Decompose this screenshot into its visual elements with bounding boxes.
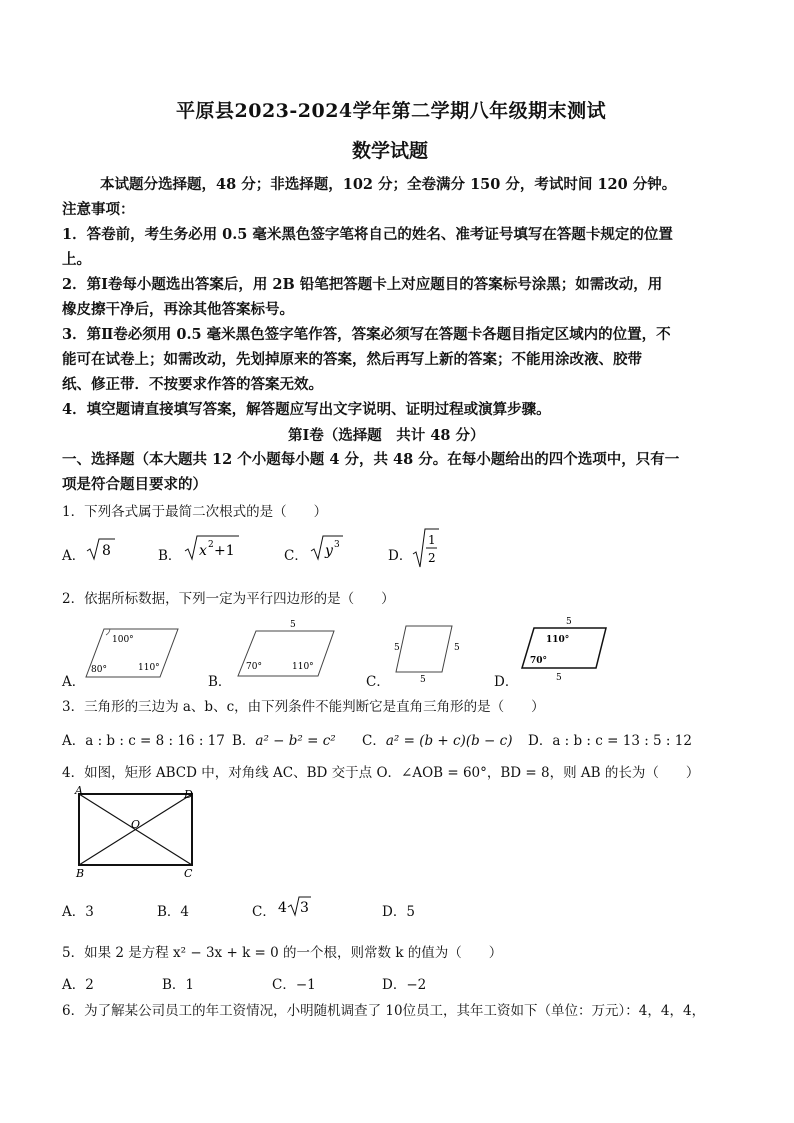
q2-b-angle-bottom-right: 110°	[292, 662, 314, 672]
q5-option-d: D．−2	[382, 977, 427, 993]
q3-option-b-expr: a² − b² = c²	[255, 733, 336, 749]
q4-label-b: B	[76, 867, 85, 880]
q1-b-exponent: 2	[208, 540, 214, 550]
note-4: 4．填空题请直接填写答案，解答题应写出文字说明、证明过程或演算步骤。	[62, 401, 551, 418]
q5-option-b: B．1	[162, 977, 195, 993]
q2-a-angle-top: 100°	[112, 635, 134, 645]
q1-c-exponent: 3	[334, 540, 340, 550]
q3-option-c	[362, 729, 512, 749]
question-2-stem: 2．依据所标数据，下列一定为平行四边形的是（ ）	[62, 591, 395, 607]
page-title: 平原县2023-2024学年第二学期八年级期末测试	[176, 100, 607, 122]
q4-option-b: B．4	[157, 904, 190, 920]
q1-a-radicand: 8	[102, 543, 111, 559]
q2-a-angle-bottom-right: 110°	[138, 663, 160, 673]
q2-option-d-label: D．	[494, 674, 519, 690]
page-subtitle: 数学试题	[352, 140, 429, 162]
q1-option-b-label: B．	[158, 548, 182, 564]
note-1-line-1: 1．答卷前，考生务必用 0.5 毫米黑色签字笔将自己的姓名、准考证号填写在答题卡规定的位置	[62, 226, 673, 243]
q1-option-c-label: C．	[284, 548, 308, 564]
question-4-stem: 4．如图，矩形 ABCD 中，对角线 AC、BD 交于点 O．∠AOB = 60°，BD = 8，则 AB 的长为（ ）	[62, 765, 700, 781]
q2-figure-b-trapezoid	[232, 618, 340, 682]
question-3-stem: 3．三角形的三边为 a、b、c，由下列条件不能判断它是直角三角形的是（ ）	[62, 699, 545, 715]
q2-option-a-label: A．	[62, 674, 86, 690]
q2-d-angle-top-left: 110°	[546, 635, 570, 645]
q1-b-rest: +1	[214, 543, 235, 559]
q2-a-angle-bottom-left: 80°	[91, 665, 107, 675]
q3-option-b	[232, 729, 336, 749]
q2-c-bottom-side: 5	[420, 675, 426, 684]
q2-figure-a-parallelogram	[82, 624, 182, 682]
q3-option-d: D．a : b : c = 13 : 5 : 12	[528, 733, 692, 749]
note-3-line-1: 3．第Ⅱ卷必须用 0.5 毫米黑色签字笔作答，答案必须写在答题卡各题目指定区域内的位置，不	[62, 326, 671, 343]
q2-figure-c-quadrilateral	[390, 620, 468, 684]
q2-option-c-label: C．	[366, 674, 390, 690]
q4-c-coefficient: 4	[278, 900, 287, 916]
q2-d-angle-bottom-left: 70°	[530, 656, 548, 666]
q4-option-c-label: C．	[252, 904, 276, 920]
q2-c-right-side: 5	[454, 643, 460, 653]
q2-d-top-side: 5	[566, 617, 572, 627]
q2-d-bottom-side: 5	[556, 673, 562, 683]
q1-option-a-radical	[86, 536, 116, 562]
q1-b-base: x	[199, 543, 207, 559]
q4-option-c-expression	[278, 894, 312, 918]
q1-option-a-label: A．	[62, 548, 86, 564]
note-3-line-3: 纸、修正带．不按要求作答的答案无效。	[62, 376, 323, 393]
q1-option-d-radical	[412, 526, 440, 570]
section-header: 第Ⅰ卷（选择题 共计 48 分）	[288, 427, 485, 444]
q4-label-d: D	[184, 788, 193, 801]
q1-c-base: y	[325, 543, 333, 559]
q1-option-d-label: D．	[388, 548, 413, 564]
q2-option-b-label: B．	[208, 674, 232, 690]
q3-option-c-expr: a² = (b + c)(b − c)	[385, 733, 513, 749]
q1-d-numerator: 1	[428, 533, 436, 547]
note-2-line-1: 2．第Ⅰ卷每小题选出答案后，用 2B 铅笔把答题卡上对应题目的答案标号涂黑；如需改动，用	[62, 276, 663, 293]
q2-c-left-side: 5	[394, 643, 400, 653]
q4-label-o: O	[131, 818, 141, 831]
q4-figure-rectangle	[66, 784, 208, 880]
q4-c-radicand: 3	[300, 900, 309, 916]
q5-option-a: A．2	[62, 977, 94, 993]
exam-intro: 本试题分选择题，48 分；非选择题，102 分；全卷满分 150 分，考试时间 120 分钟。	[100, 176, 677, 193]
q1-option-c-radical	[310, 532, 344, 562]
q3-option-a: A．a : b : c = 8 : 16 : 17	[62, 733, 225, 749]
question-5-stem: 5．如果 2 是方程 x² − 3x + k = 0 的一个根，则常数 k 的值为（ ）	[62, 945, 503, 961]
q2-b-top-side: 5	[290, 620, 296, 630]
q3-option-c-label: C．	[362, 733, 386, 749]
q1-d-denominator: 2	[428, 551, 436, 565]
section-instructions-line-1: 一、选择题（本大题共 12 个小题每小题 4 分，共 48 分。在每小题给出的四个选项中，只有一	[62, 451, 680, 468]
question-1-stem: 1．下列各式属于最简二次根式的是（ ）	[62, 504, 328, 520]
q3-option-b-label: B．	[232, 733, 256, 749]
q5-option-c: C．−1	[272, 977, 316, 993]
section-instructions-line-2: 项是符合题目要求的）	[62, 476, 207, 493]
q2-b-angle-bottom-left: 70°	[246, 662, 262, 672]
q1-option-b-radical	[184, 532, 240, 562]
q4-option-a: A．3	[62, 904, 94, 920]
notes-heading: 注意事项：	[62, 201, 135, 218]
note-3-line-2: 能可在试卷上；如需改动，先划掉原来的答案，然后再写上新的答案；不能用涂改液、胶带	[62, 351, 642, 368]
question-6-stem: 6．为了解某公司员工的年工资情况，小明随机调查了 10位员工，其年工资如下（单位：万元）：4，4，4，	[62, 1003, 706, 1019]
note-2-line-2: 橡皮擦干净后，再涂其他答案标号。	[62, 301, 294, 318]
note-1-line-2: 上。	[62, 251, 91, 268]
q4-option-d: D．5	[382, 904, 415, 920]
q2-figure-d-quadrilateral	[516, 614, 610, 684]
q4-label-a: A	[75, 784, 83, 797]
q4-label-c: C	[184, 867, 193, 880]
